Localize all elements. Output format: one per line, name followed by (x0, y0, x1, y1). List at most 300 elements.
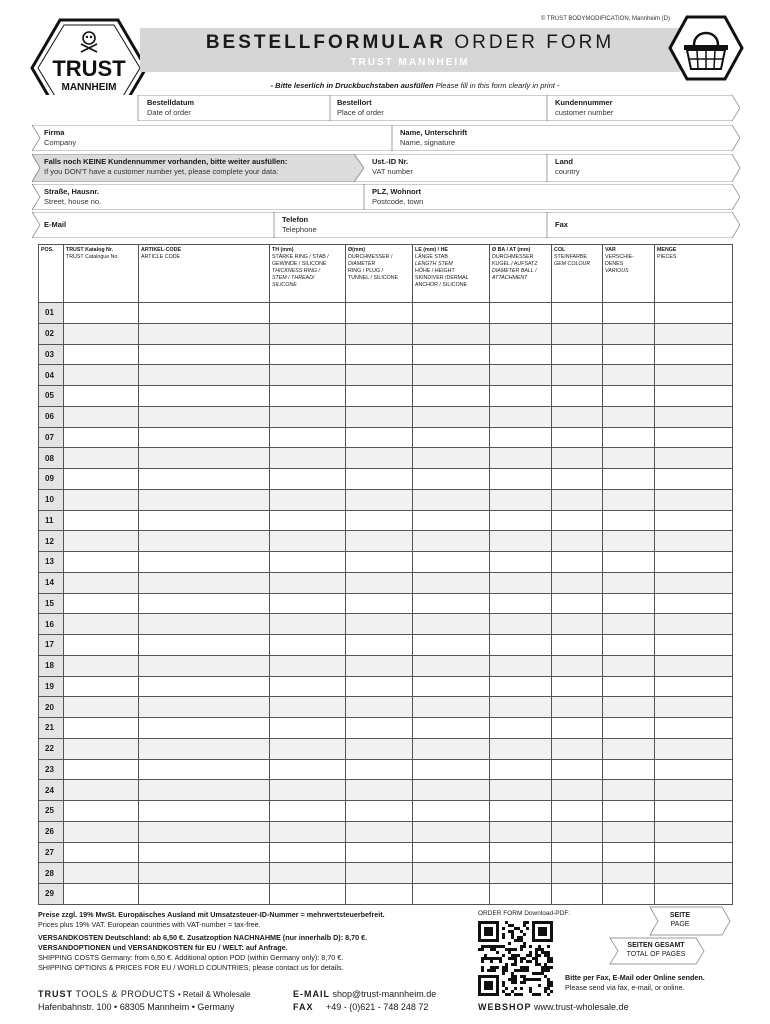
order-cell[interactable] (413, 593, 490, 614)
order-cell[interactable] (655, 801, 733, 822)
order-cell[interactable] (139, 738, 270, 759)
order-cell[interactable] (270, 489, 346, 510)
title-de: BESTELLFORMULAR (205, 32, 447, 53)
order-cell[interactable] (490, 510, 552, 531)
order-cell[interactable] (139, 489, 270, 510)
order-cell[interactable] (139, 406, 270, 427)
order-cell[interactable] (270, 842, 346, 863)
order-cell[interactable] (490, 552, 552, 573)
order-cell[interactable] (603, 448, 655, 469)
order-cell[interactable] (64, 821, 139, 842)
webshop-info: WEBSHOP www.trust-wholesale.de (478, 1002, 629, 1012)
order-cell[interactable] (603, 655, 655, 676)
order-cell[interactable] (655, 572, 733, 593)
order-cell[interactable] (64, 552, 139, 573)
order-cell[interactable] (655, 593, 733, 614)
order-cell[interactable] (655, 531, 733, 552)
order-cell[interactable] (490, 738, 552, 759)
order-cell[interactable] (655, 780, 733, 801)
order-cell[interactable] (139, 718, 270, 739)
order-cell[interactable] (346, 676, 413, 697)
order-cell[interactable] (413, 406, 490, 427)
email-field[interactable]: E-Mail (44, 220, 67, 229)
order-cell[interactable] (139, 344, 270, 365)
order-cell[interactable] (413, 427, 490, 448)
order-cell[interactable] (64, 572, 139, 593)
order-cell[interactable] (346, 780, 413, 801)
order-cell[interactable] (552, 676, 603, 697)
order-cell[interactable] (603, 323, 655, 344)
order-cell[interactable] (139, 676, 270, 697)
order-cell[interactable] (552, 655, 603, 676)
order-cell[interactable] (270, 614, 346, 635)
order-cell[interactable] (270, 676, 346, 697)
order-cell[interactable] (139, 863, 270, 884)
order-cell[interactable] (552, 469, 603, 490)
order-cell[interactable] (603, 572, 655, 593)
order-cell[interactable] (346, 531, 413, 552)
order-cell[interactable] (490, 593, 552, 614)
order-cell[interactable] (552, 323, 603, 344)
order-cell[interactable] (655, 303, 733, 324)
order-cell[interactable] (139, 448, 270, 469)
order-cell[interactable] (490, 386, 552, 407)
order-cell[interactable] (64, 386, 139, 407)
order-cell[interactable] (346, 821, 413, 842)
order-cell[interactable] (413, 842, 490, 863)
order-cell[interactable] (552, 780, 603, 801)
order-cell[interactable] (552, 884, 603, 905)
order-cell[interactable] (64, 323, 139, 344)
order-cell[interactable] (552, 842, 603, 863)
order-cell[interactable] (490, 780, 552, 801)
order-cell[interactable] (346, 469, 413, 490)
order-cell[interactable] (552, 821, 603, 842)
order-cell[interactable] (655, 842, 733, 863)
order-cell[interactable] (64, 635, 139, 656)
row-position: 06 (39, 406, 64, 427)
order-cell[interactable] (64, 365, 139, 386)
order-cell[interactable] (413, 697, 490, 718)
order-cell[interactable] (270, 635, 346, 656)
order-cell[interactable] (346, 365, 413, 386)
order-cell[interactable] (64, 863, 139, 884)
order-cell[interactable] (64, 738, 139, 759)
country-field[interactable]: Land country (555, 157, 580, 176)
order-cell[interactable] (552, 386, 603, 407)
order-cell[interactable] (655, 884, 733, 905)
order-cell[interactable] (490, 676, 552, 697)
street-field[interactable]: Straße, Hausnr. Street, house no. (44, 187, 102, 206)
order-cell[interactable] (270, 572, 346, 593)
order-cell[interactable] (270, 365, 346, 386)
order-cell[interactable] (490, 572, 552, 593)
order-cell[interactable] (270, 821, 346, 842)
order-cell[interactable] (270, 655, 346, 676)
order-cell[interactable] (64, 531, 139, 552)
order-cell[interactable] (346, 884, 413, 905)
order-cell[interactable] (139, 655, 270, 676)
order-cell[interactable] (346, 655, 413, 676)
table-row (39, 738, 733, 759)
order-cell[interactable] (413, 635, 490, 656)
order-cell[interactable] (64, 303, 139, 324)
order-cell[interactable] (64, 801, 139, 822)
order-cell[interactable] (413, 489, 490, 510)
column-header-4: Ø(mm) DURCHMESSER / DIAMETER RING / PLUG / TUNNEL / SILICONE (346, 245, 413, 303)
order-cell[interactable] (139, 780, 270, 801)
order-cell[interactable] (139, 572, 270, 593)
order-cell[interactable] (490, 884, 552, 905)
order-cell[interactable] (490, 365, 552, 386)
order-cell[interactable] (64, 697, 139, 718)
order-cell[interactable] (655, 863, 733, 884)
order-cell[interactable] (490, 614, 552, 635)
order-cell[interactable] (655, 406, 733, 427)
order-cell[interactable] (139, 531, 270, 552)
order-cell[interactable] (413, 614, 490, 635)
order-cell[interactable] (139, 469, 270, 490)
email-link[interactable]: shop@trust-mannheim.de (332, 989, 437, 999)
order-cell[interactable] (552, 552, 603, 573)
order-cell[interactable] (552, 510, 603, 531)
order-cell[interactable] (603, 884, 655, 905)
order-cell[interactable] (413, 303, 490, 324)
order-cell[interactable] (346, 344, 413, 365)
row-position: 27 (39, 842, 64, 863)
order-cell[interactable] (413, 718, 490, 739)
order-cell[interactable] (552, 593, 603, 614)
order-cell[interactable] (270, 427, 346, 448)
order-cell[interactable] (552, 635, 603, 656)
order-cell[interactable] (270, 510, 346, 531)
order-cell[interactable] (655, 386, 733, 407)
order-cell[interactable] (655, 489, 733, 510)
order-cell[interactable] (64, 344, 139, 365)
order-cell[interactable] (490, 427, 552, 448)
company-field[interactable]: Firma Company (44, 128, 77, 147)
order-cell[interactable] (346, 406, 413, 427)
order-cell[interactable] (490, 718, 552, 739)
order-cell[interactable] (346, 572, 413, 593)
order-cell[interactable] (139, 801, 270, 822)
order-cell[interactable] (64, 510, 139, 531)
order-cell[interactable] (270, 386, 346, 407)
order-cell[interactable] (139, 884, 270, 905)
order-cell[interactable] (552, 303, 603, 324)
order-cell[interactable] (655, 676, 733, 697)
order-cell[interactable] (552, 344, 603, 365)
order-cell[interactable] (346, 386, 413, 407)
order-cell[interactable] (603, 365, 655, 386)
order-cell[interactable] (346, 697, 413, 718)
table-row (39, 572, 733, 593)
order-cell[interactable] (270, 593, 346, 614)
order-cell[interactable] (655, 635, 733, 656)
order-cell[interactable] (346, 593, 413, 614)
order-cell[interactable] (413, 655, 490, 676)
postcode-field[interactable]: PLZ, Wohnort Postcode, town (372, 187, 424, 206)
order-cell[interactable] (552, 718, 603, 739)
order-cell[interactable] (603, 427, 655, 448)
order-cell[interactable] (603, 406, 655, 427)
company-row (32, 125, 740, 151)
order-cell[interactable] (64, 676, 139, 697)
order-cell[interactable] (346, 635, 413, 656)
order-cell[interactable] (64, 593, 139, 614)
order-cell[interactable] (603, 552, 655, 573)
order-cell[interactable] (64, 842, 139, 863)
order-cell[interactable] (139, 821, 270, 842)
order-cell[interactable] (346, 489, 413, 510)
order-cell[interactable] (270, 448, 346, 469)
order-cell[interactable] (413, 386, 490, 407)
order-cell[interactable] (139, 593, 270, 614)
row-position: 16 (39, 614, 64, 635)
order-cell[interactable] (552, 614, 603, 635)
order-cell[interactable] (603, 863, 655, 884)
table-row (39, 386, 733, 407)
order-cell[interactable] (603, 842, 655, 863)
order-cell[interactable] (139, 323, 270, 344)
order-cell[interactable] (346, 427, 413, 448)
logo-brand: TRUST (52, 56, 126, 81)
order-cell[interactable] (413, 801, 490, 822)
order-cell[interactable] (270, 780, 346, 801)
row-position: 01 (39, 303, 64, 324)
order-cell[interactable] (64, 427, 139, 448)
total-pages-field[interactable]: SEITEN GESAMT TOTAL OF PAGES (626, 942, 686, 958)
order-cell[interactable] (603, 759, 655, 780)
order-cell[interactable] (413, 510, 490, 531)
order-cell[interactable] (603, 386, 655, 407)
row-position: 08 (39, 448, 64, 469)
order-cell[interactable] (490, 344, 552, 365)
order-cell[interactable] (413, 531, 490, 552)
order-cell[interactable] (603, 821, 655, 842)
order-cell[interactable] (139, 697, 270, 718)
order-cell[interactable] (64, 655, 139, 676)
company-address: TRUST TOOLS & PRODUCTS • Retail & Wholesale Hafenbahnstr. 100 • 68305 Mannheim • Germany (38, 989, 251, 1012)
order-cell[interactable] (603, 344, 655, 365)
order-cell[interactable] (490, 801, 552, 822)
order-cell[interactable] (490, 323, 552, 344)
order-cell[interactable] (490, 489, 552, 510)
order-cell[interactable] (655, 552, 733, 573)
order-cell[interactable] (413, 884, 490, 905)
order-cell[interactable] (346, 718, 413, 739)
order-cell[interactable] (552, 738, 603, 759)
contact-info: E-MAIL shop@trust-mannheim.de FAX +49 - (0)621 - 748 248 72 (293, 989, 437, 1012)
order-cell[interactable] (346, 303, 413, 324)
order-cell[interactable] (490, 531, 552, 552)
order-cell[interactable] (64, 718, 139, 739)
order-cell[interactable] (552, 697, 603, 718)
order-cell[interactable] (413, 365, 490, 386)
order-cell[interactable] (413, 469, 490, 490)
order-cell[interactable] (490, 655, 552, 676)
order-cell[interactable] (552, 489, 603, 510)
order-cell[interactable] (139, 614, 270, 635)
order-cell[interactable] (139, 635, 270, 656)
order-cell[interactable] (413, 552, 490, 573)
order-cell[interactable] (552, 572, 603, 593)
order-cell[interactable] (603, 676, 655, 697)
order-cell[interactable] (346, 863, 413, 884)
order-cell[interactable] (603, 697, 655, 718)
order-cell[interactable] (655, 344, 733, 365)
order-cell[interactable] (413, 780, 490, 801)
order-cell[interactable] (603, 801, 655, 822)
order-cell[interactable] (64, 406, 139, 427)
order-cell[interactable] (655, 655, 733, 676)
order-cell[interactable] (490, 448, 552, 469)
webshop-link[interactable]: www.trust-wholesale.de (534, 1002, 629, 1012)
order-cell[interactable] (270, 344, 346, 365)
order-cell[interactable] (655, 365, 733, 386)
vat-number-field[interactable]: Ust.-ID Nr. VAT number (372, 157, 413, 176)
order-cell[interactable] (64, 884, 139, 905)
order-cell[interactable] (413, 863, 490, 884)
order-cell[interactable] (413, 323, 490, 344)
order-cell[interactable] (655, 427, 733, 448)
order-cell[interactable] (346, 801, 413, 822)
order-cell[interactable] (603, 635, 655, 656)
fax-field[interactable]: Fax (555, 220, 568, 229)
order-cell[interactable] (139, 427, 270, 448)
order-cell[interactable] (413, 344, 490, 365)
order-cell[interactable] (139, 365, 270, 386)
order-cell[interactable] (552, 759, 603, 780)
order-cell[interactable] (270, 552, 346, 573)
order-cell[interactable] (413, 738, 490, 759)
order-cell[interactable] (552, 448, 603, 469)
order-cell[interactable] (655, 469, 733, 490)
order-cell[interactable] (413, 821, 490, 842)
order-cell[interactable] (64, 759, 139, 780)
order-cell[interactable] (346, 448, 413, 469)
order-cell[interactable] (270, 531, 346, 552)
order-cell[interactable] (413, 572, 490, 593)
order-cell[interactable] (552, 531, 603, 552)
order-cell[interactable] (655, 738, 733, 759)
order-cell[interactable] (655, 614, 733, 635)
order-cell[interactable] (346, 842, 413, 863)
order-cell[interactable] (552, 406, 603, 427)
order-cell[interactable] (655, 323, 733, 344)
order-cell[interactable] (346, 738, 413, 759)
order-cell[interactable] (346, 552, 413, 573)
order-cell[interactable] (490, 406, 552, 427)
order-cell[interactable] (552, 801, 603, 822)
order-cell[interactable] (490, 863, 552, 884)
order-cell[interactable] (270, 863, 346, 884)
order-cell[interactable] (603, 593, 655, 614)
table-row (39, 323, 733, 344)
order-cell[interactable] (346, 323, 413, 344)
order-cell[interactable] (64, 780, 139, 801)
order-cell[interactable] (270, 718, 346, 739)
row-position: 26 (39, 821, 64, 842)
order-cell[interactable] (552, 365, 603, 386)
order-cell[interactable] (413, 448, 490, 469)
order-cell[interactable] (139, 552, 270, 573)
order-cell[interactable] (139, 386, 270, 407)
order-cell[interactable] (603, 738, 655, 759)
order-cell[interactable] (490, 303, 552, 324)
order-cell[interactable] (64, 469, 139, 490)
order-cell[interactable] (655, 821, 733, 842)
order-cell[interactable] (490, 759, 552, 780)
order-cell[interactable] (490, 821, 552, 842)
customer-number-field[interactable]: Kundennummer customer number (555, 98, 614, 117)
order-cell[interactable] (655, 697, 733, 718)
order-cell[interactable] (655, 448, 733, 469)
telephone-field[interactable]: Telefon Telephone (282, 215, 317, 234)
page-number-field[interactable]: SEITE PAGE (669, 912, 691, 928)
order-date-field[interactable]: Bestelldatum Date of order (147, 98, 195, 117)
order-cell[interactable] (270, 406, 346, 427)
order-cell[interactable] (64, 614, 139, 635)
order-cell[interactable] (603, 718, 655, 739)
order-cell[interactable] (64, 448, 139, 469)
order-cell[interactable] (139, 303, 270, 324)
qr-code[interactable] (478, 921, 553, 996)
order-cell[interactable] (270, 884, 346, 905)
table-row (39, 676, 733, 697)
order-cell[interactable] (139, 759, 270, 780)
order-cell[interactable] (603, 614, 655, 635)
order-cell[interactable] (346, 614, 413, 635)
send-instruction: Bitte per Fax, E-Mail oder Online senden. Please send via fax, e-mail, or online. (565, 973, 705, 992)
title-en: ORDER FORM (454, 32, 615, 53)
order-cell[interactable] (552, 863, 603, 884)
order-place-field[interactable]: Bestellort Place of order (337, 98, 384, 117)
table-row (39, 510, 733, 531)
order-cell[interactable] (139, 842, 270, 863)
order-cell[interactable] (270, 759, 346, 780)
order-cell[interactable] (655, 759, 733, 780)
order-cell[interactable] (655, 510, 733, 531)
order-cell[interactable] (270, 469, 346, 490)
order-cell[interactable] (552, 427, 603, 448)
order-cell[interactable] (270, 801, 346, 822)
order-cell[interactable] (490, 697, 552, 718)
order-cell[interactable] (413, 676, 490, 697)
order-cell[interactable] (270, 697, 346, 718)
order-cell[interactable] (490, 635, 552, 656)
order-cell[interactable] (270, 738, 346, 759)
order-cell[interactable] (603, 303, 655, 324)
order-cell[interactable] (490, 842, 552, 863)
order-cell[interactable] (490, 469, 552, 490)
order-cell[interactable] (603, 531, 655, 552)
order-cell[interactable] (603, 469, 655, 490)
order-cell[interactable] (270, 303, 346, 324)
order-cell[interactable] (603, 510, 655, 531)
order-cell[interactable] (603, 780, 655, 801)
order-cell[interactable] (603, 489, 655, 510)
order-cell[interactable] (64, 489, 139, 510)
order-cell[interactable] (346, 510, 413, 531)
shipping-en-2: SHIPPING OPTIONS & PRICES FOR EU / WORLD COUNTRIES; please contact us for details. (38, 963, 344, 972)
order-cell[interactable] (139, 510, 270, 531)
order-cell[interactable] (413, 759, 490, 780)
order-cell[interactable] (655, 718, 733, 739)
order-cell[interactable] (346, 759, 413, 780)
order-cell[interactable] (270, 323, 346, 344)
name-signature-field[interactable]: Name, Unterschrift Name, signature (400, 128, 468, 147)
